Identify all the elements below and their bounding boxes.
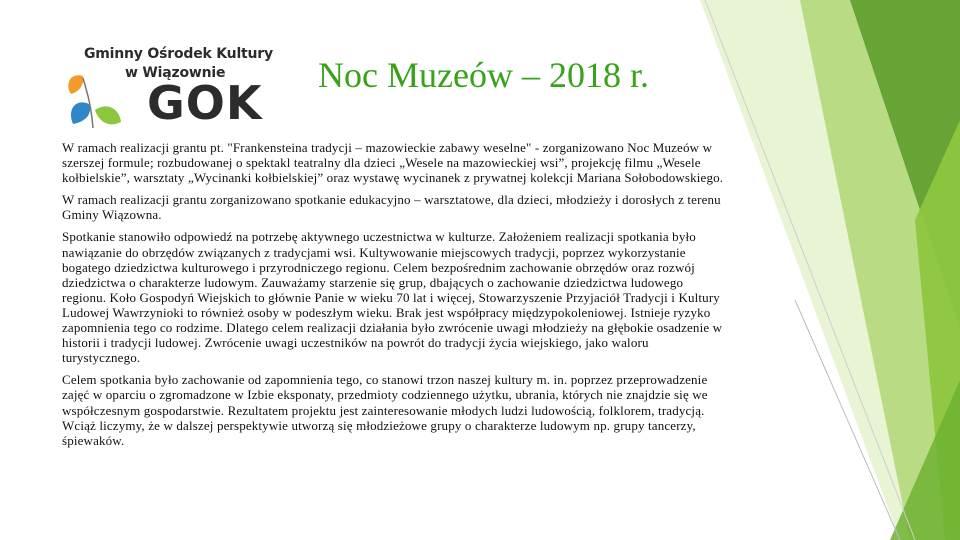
decorative-shapes xyxy=(700,0,960,540)
slide-title: Noc Muzeów – 2018 r. xyxy=(318,55,649,95)
gok-logo xyxy=(63,38,285,130)
paragraph-3: Spotkanie stanowiło odpowiedź na potrzebę aktywnego uczestnictwa w kulturze. Założeniem realizacji spotkania było nawiązanie do obrzędów związanych z tradycjami wsi. Kultywowanie miejscowych tradycji, poprzez wykorzystanie bogatego dziedzictwa kulturowego i przyrodniczego regionu. Celem bezpośrednim zachowanie obrzędów oraz rozwój dziedzictwa o charakterze ludowym. Zauważamy starzenie się grup, dbających o zachowanie dziedzictwa ludowego regionu. Koło Gospodyń Wiejskich to głównie Panie w wieku 70 lat i więcej, Stowarzyszenie Przyjaciół Tradycji i Kultury Ludowej Wawrzynioki to również osoby w podeszłym wieku. Brak jest współpracy międzypokoleniowej. Istnieje ryzyko zapomnienia tego co rodzime. Dlatego celem realizacji działania było zwrócenie uwagi młodzieży na głębokie osadzenie w historii i tradycji ludowej. Zwrócenie uwagi uczestników na powrót do tradycji życia wiejskiego, jako waloru turystycznego. xyxy=(62,229,723,366)
orange-leaf xyxy=(68,75,83,94)
logo-wordmark: GOK xyxy=(147,76,263,130)
green-leaf xyxy=(95,106,121,124)
leaves-icon xyxy=(63,52,133,130)
slide-content xyxy=(62,140,728,455)
logo-line-2: w Wiązownie xyxy=(125,65,226,81)
logo-line-1: Gminny Ośrodek Kultury xyxy=(84,46,273,62)
paragraph-2: W ramach realizacji grantu zorganizowano spotkanie edukacyjno – warsztatowe, dla dzieci, młodzieży i dorosłych z terenu Gminy Wiązowna. xyxy=(62,192,721,223)
paragraph-1: W ramach realizacji grantu pt. "Frankensteina tradycji – mazowieckie zabawy weselne" - zorganizowano Noc Muzeów w szerszej formule; rozbudowanej o spektakl teatralny dla dzieci „Wesele na mazowieckiej wsi”, projekcję filmu „Wesele kołbielskie”, warsztaty „Wycinanki kołbielskiej” oraz wystawę wycinanek z prywatnej kolekcji Mariana Sołobodowskiego. xyxy=(62,140,724,186)
paragraph-4: Celem spotkania było zachowanie od zapomnienia tego, co stanowi trzon naszej kultury m. in. poprzez przeprowadzenie zajęć w oparciu o zgromadzone w Izbie eksponaty, przedmioty codziennego użytku, ubrania, których nie znajdzie się we współczesnym gospodarstwie. Rezultatem projektu jest zainteresowanie młodych ludzi ludowością, folklorem, tradycją. Wciąż liczymy, że w dalszej perspektywie utworzą się młodzieżowe grupy o charakterze ludowym np. grupy tancerzy, śpiewaków. xyxy=(62,372,708,448)
blue-leaf xyxy=(71,102,90,124)
